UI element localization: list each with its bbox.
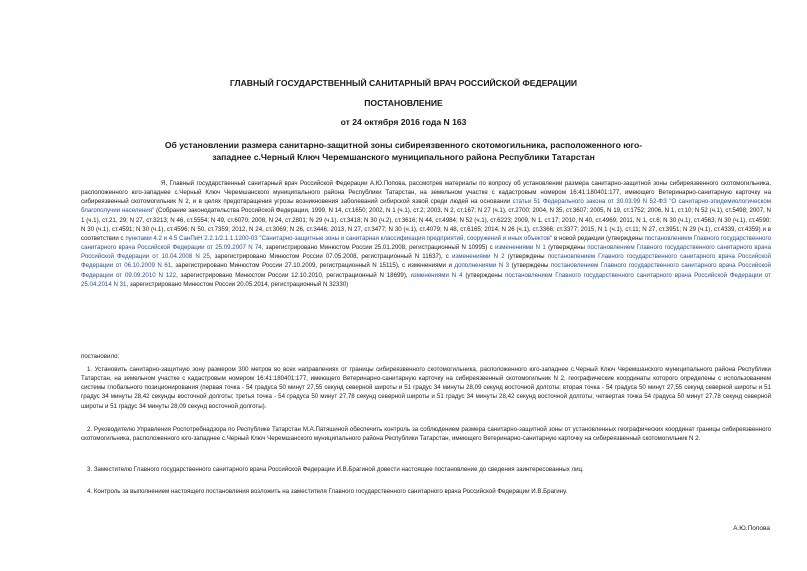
- item-4: 4. Контроль за выполнением настоящего постановления возложить на заместителя Главного государственного санитарного врача Российской Федерации И.В.Брагину.: [87, 488, 568, 495]
- document-type: ПОСТАНОВЛЕНИЕ: [364, 98, 443, 108]
- issuing-authority: ГЛАВНЫЙ ГОСУДАРСТВЕННЫЙ САНИТАРНЫЙ ВРАЧ РОССИЙСКОЙ ФЕДЕРАЦИИ: [229, 78, 578, 88]
- preamble-text: (утверждены: [511, 262, 549, 270]
- resolution-25-link[interactable]: постановлением Главного государственного санитарного врача Российской Федерации от 10.04.2008 N 25: [81, 244, 771, 261]
- amendments-3-link[interactable]: дополнениями N 3: [454, 262, 510, 270]
- item-3: 3. Заместителю Главного государственного санитарного врача Российской Федерации И.В.Брагиной довести настоящее постановление до сведения заинтересованных лиц.: [87, 466, 584, 473]
- preamble-text: (утверждены: [507, 253, 545, 261]
- law-link[interactable]: статьи 51 Федерального закона от 30.03.99 N 52-ФЗ "О санитарно-эпидемиологическом благополучии населения": [81, 198, 771, 215]
- preamble-text: (утверждены: [548, 244, 585, 252]
- item-1: 1. Установить санитарно-защитную зону размером 300 метров во всех направлениях от границы сибиреязвенного скотомогильника, расположенного юго-западнее с.Черный Ключ Черемшанского муниципального района Республики Татарстан, на земельном участке с кадастровым номером 16:41:180401:177, имеющего Ветеринарно-санитарную карточку на сибиреязвенный скотомогильник N 2, географические координаты которого определены с использованием системы глобального позиционирования (первая точка - 54 градуса 50 минут 27,55 секунд северной широты и 51 градус 34 минуты 28,09 секунд восточной долготы; вторая точка - 54 градуса 50 минут 27,55 секунд северной широты и 51 градус 34 минуты 28,42 секунды восточной долготы; третья точка - 54 градуса 50 минут 27,78 секунд северной широты и 51 градус 34 минуты 28,42 секунд восточной долготы; четвертая точка 54 градуса 50 минут 27,78 секунд северной широты и 51 градус 34 минуты 28,09 секунд восточной долготы).: [81, 366, 771, 410]
- signature: А.Ю.Попова: [733, 525, 770, 532]
- preamble-text: в новой редакции (утверждены: [553, 234, 643, 242]
- preamble-text: Я, Главный государственный санитарный врач Российской Федерации А.Ю.Попова, рассмотрев материалы по вопросу об установлении размера санитарно-защитной зоны сибиреязвенного скотомогильника, расположенного юго-западнее с.Черный Ключ Черемшанского муниципального района Республики Татарстан, на земельном участке с кадастровым номером 16:41:180401:177, имеющего Ветеринарно-санитарную карточку на сибиреязвенный скотомогильник N 2, и в целях предотвращения угрозы возникновения заболеваний сибирской язвой среди людей на основании: [81, 180, 771, 206]
- preamble-text: , зарегистрировано Минюстом России 25.01.2008, регистрационный N 10995) с: [261, 244, 493, 252]
- resolution-122-link[interactable]: постановлением Главного государственного санитарного врача Российской Федерации от 09.09.2010 N 122: [81, 262, 771, 279]
- resolution-74-link[interactable]: постановлением Главного государственного санитарного врача Российской Федерации от 25.09.2007 N 74: [81, 234, 771, 252]
- document-date-number: от 24 октября 2016 года N 163: [340, 117, 467, 127]
- preamble-text: (Собрание законодательства Российской Федерации, 1999, N 14, ст.1650; 2002, N 1 (ч.1), ст.2; 2003, N 2, ст.167; N 27 (ч.1), ст.2700; 2004, N 35, ст.3607; 2005, N 19, ст.1752; 2006, N 1, ст.10; N 52 (ч.1), ст.5498; 2007, N 1 (ч.1), ст.21, 29; N 27, ст.3213; N 46, ст.5554; N 49, ст.6070; 2008, N 24, ст.2801; N 29 (ч.1), ст.3418; N 30 (ч.2), ст.3616; N 44, ст.4984; N 52 (ч.1), ст.6223; 2009, N 1, ст.17; 2010, N 40, ст.4969; 2011, N 1, ст.6; N 30 (ч.1), ст.4563; N 30 (ч.1), ст.4590; N 30 (ч.1), ст.4591; N 30 (ч.1), ст.4596; N 50, ст.7359; 2012, N 24, ст.3069; N 26, ст.3446; 2013, N 27, ст.3477; N 30 (ч.1), ст.4079; N 48, ст.6165; 2014, N 26 (ч.1), ст.3366; ст.3377; 2015, N 1 (ч.1), ст.11; N 27, ст.3951; N 29 (ч.1), ст.4339, ст.4359) и в соответствии с: [81, 207, 771, 242]
- amendments-4-link[interactable]: изменениями N 4: [410, 271, 463, 279]
- resolution-61-link[interactable]: постановлением Главного государственного санитарного врача Российской Федерации от 06.10.2009 N 61: [81, 253, 771, 270]
- item-2: 2. Руководителю Управления Роспотребнадзора по Республике Татарстан М.А.Патяшиной обеспечить контроль за соблюдением размера санитарно-защитной зоны от установленных географических координат границы сибиреязвенного скотомогильника, расположенного юго-западнее с.Черный Ключ Черемшанского муниципального района Республики Татарстан, имеющего Ветеринарно-санитарную карточку на сибиреязвенный скотомогильник N 2.: [81, 426, 771, 443]
- sanpin-link[interactable]: пунктами 4.2 и 4.5 СанПиН 2.2.1/2.1.1.1200-03 "Санитарно-защитные зоны и санитарная классификация предприятий, сооружений и иных объектов": [125, 234, 553, 242]
- resolution-31-link[interactable]: постановлением Главного государственного санитарного врача Российской Федерации от 25.04.2014 N 31: [81, 271, 771, 288]
- amendments-2-link[interactable]: изменениями N 2: [451, 253, 505, 261]
- document-subject: Об установлении размера санитарно-защитной зоны сибиреязвенного скотомогильника, расположенного юго-западнее с.Черный Ключ Черемшанского муниципального района Республики Татарстан: [164, 140, 643, 162]
- resolves-label: постановило:: [81, 353, 120, 360]
- preamble-text: , зарегистрировано Минюстом России 20.05.2014, регистрационный N 32330): [126, 280, 349, 288]
- preamble-text: , зарегистрировано Минюстом России 12.10.2010, регистрационный N 18699),: [176, 271, 408, 279]
- preamble-text: (утверждены: [465, 271, 503, 279]
- amendments-1-link[interactable]: изменениями N 1: [494, 244, 546, 252]
- preamble-paragraph: [81, 179, 771, 289]
- preamble-text: , зарегистрировано Минюстом России 27.10.2009, регистрационный N 15115), с изменениями и: [171, 262, 452, 270]
- preamble-text: , зарегистрировано Минюстом России 07.05.2008, регистрационный N 11637), с: [209, 253, 449, 261]
